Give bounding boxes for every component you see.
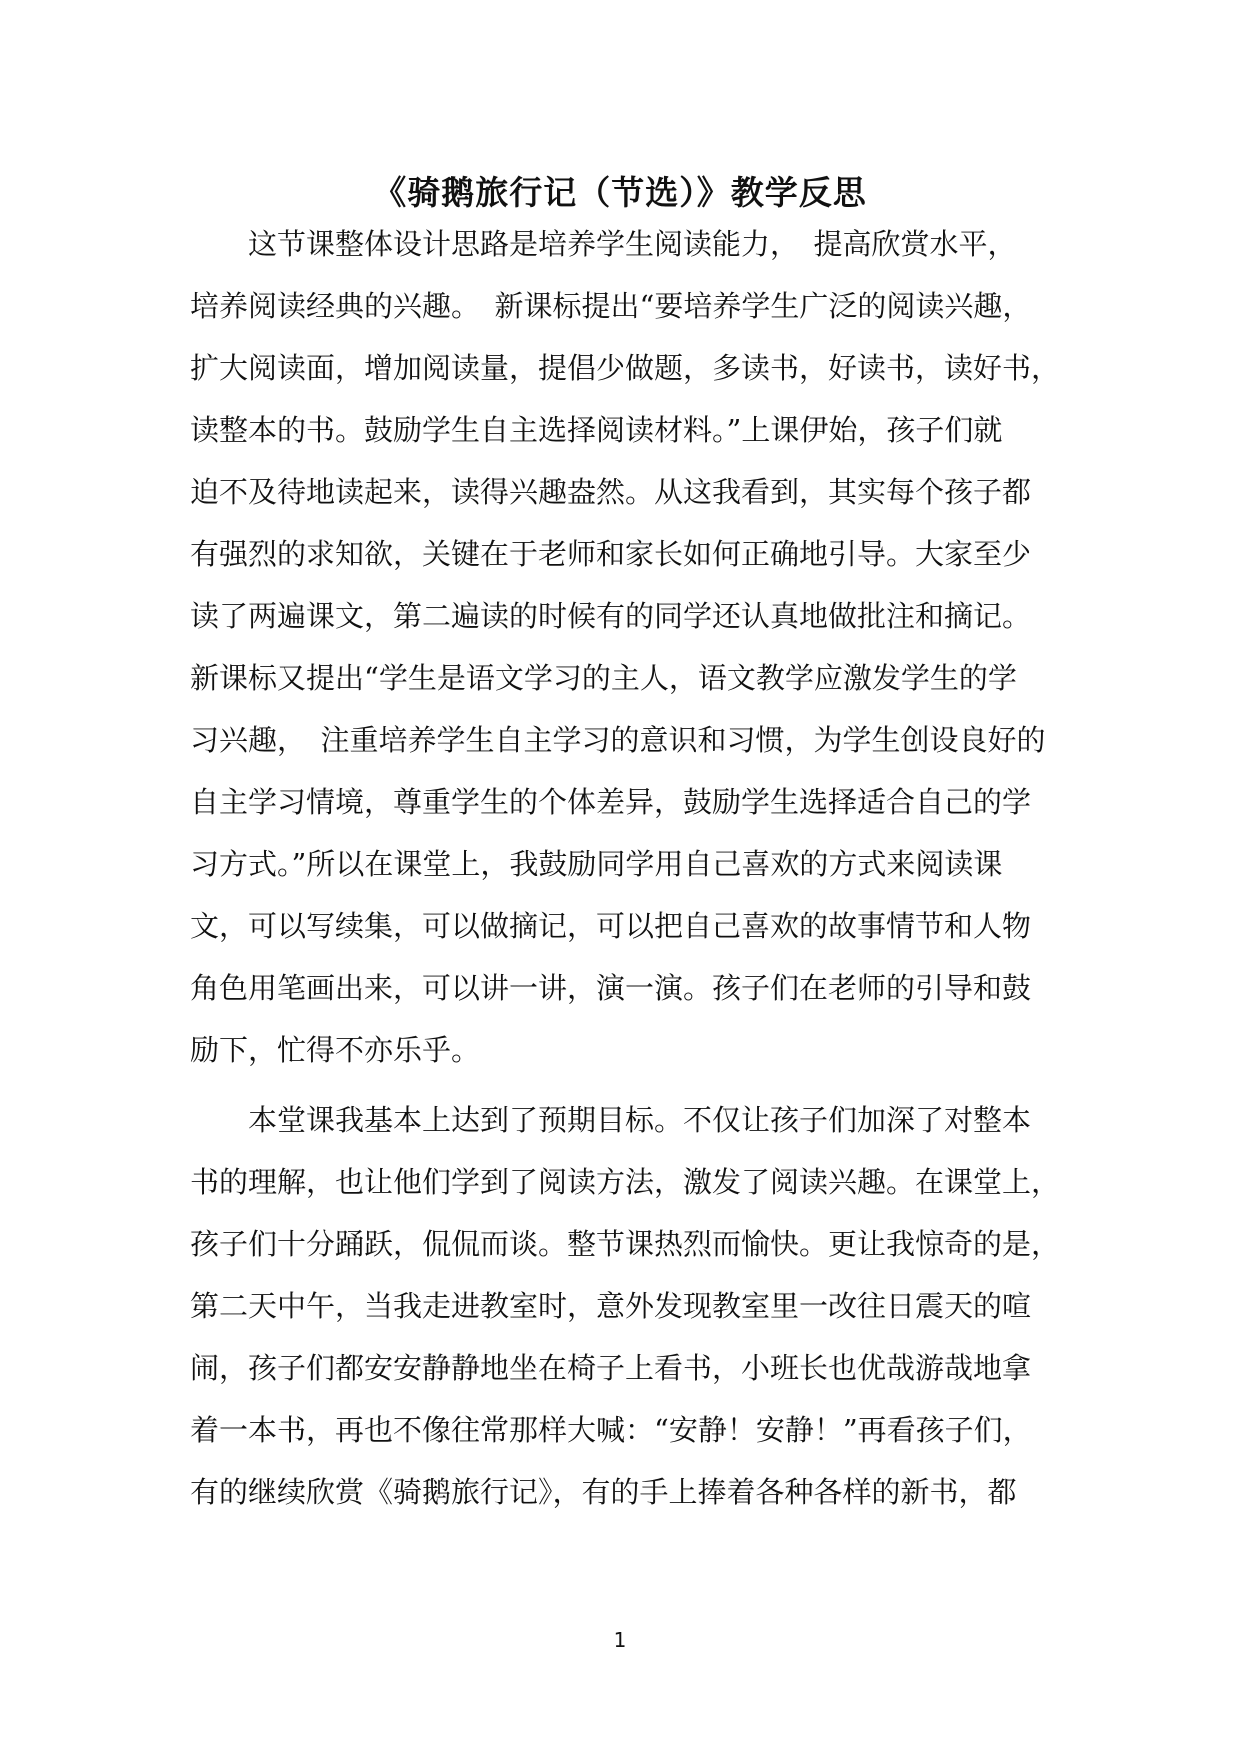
text-line: 习兴趣， 注重培养学生自主学习的意识和习惯，为学生创设良好的 xyxy=(190,723,1046,757)
text-line: 这节课整体设计思路是培养学生阅读能力， 提高欣赏水平， xyxy=(190,227,1017,261)
text-line: 有强烈的求知欲，关键在于老师和家长如何正确地引导。大家至少 xyxy=(190,537,1032,571)
text-line: 新课标又提出“学生是语文学习的主人，语文教学应激发学生的学 xyxy=(190,661,1017,695)
text-line: 着一本书，再也不像往常那样大喊：“安静！安静！”再看孩子们， xyxy=(190,1413,1032,1447)
text-line: 扩大阅读面，增加阅读量，提倡少做题，多读书，好读书，读好书， xyxy=(190,351,1061,385)
text-line: 孩子们十分踊跃，侃侃而谈。整节课热烈而愉快。更让我惊奇的是， xyxy=(190,1227,1061,1261)
document-title: 《骑鹅旅行记（节选）》教学反思 xyxy=(373,173,867,212)
text-line: 文，可以写续集，可以做摘记，可以把自己喜欢的故事情节和人物 xyxy=(190,909,1032,943)
text-line: 自主学习情境，尊重学生的个体差异，鼓励学生选择适合自己的学 xyxy=(190,785,1032,819)
text-line: 本堂课我基本上达到了预期目标。不仅让孩子们加深了对整本 xyxy=(190,1103,1032,1137)
text-line: 闹，孩子们都安安静静地坐在椅子上看书，小班长也优哉游哉地拿 xyxy=(190,1351,1032,1385)
text-line: 第二天中午，当我走进教室时，意外发现教室里一改往日震天的喧 xyxy=(190,1289,1032,1323)
text-line: 习方式。”所以在课堂上，我鼓励同学用自己喜欢的方式来阅读课 xyxy=(190,847,1003,881)
text-line: 培养阅读经典的兴趣。 新课标提出“要培养学生广泛的阅读兴趣， xyxy=(190,289,1032,323)
text-line: 有的继续欣赏《骑鹅旅行记》，有的手上捧着各种各样的新书，都 xyxy=(190,1475,1017,1509)
text-line: 读整本的书。鼓励学生自主选择阅读材料。”上课伊始，孩子们就 xyxy=(190,413,1003,447)
text-line: 迫不及待地读起来，读得兴趣盎然。从这我看到，其实每个孩子都 xyxy=(190,475,1032,509)
page-number: 1 xyxy=(613,1628,627,1652)
text-line: 书的理解，也让他们学到了阅读方法，激发了阅读兴趣。在课堂上， xyxy=(190,1165,1061,1199)
text-line: 励下，忙得不亦乐乎。 xyxy=(190,1033,481,1067)
text-line: 角色用笔画出来，可以讲一讲，演一演。孩子们在老师的引导和鼓 xyxy=(190,971,1032,1005)
text-line: 读了两遍课文，第二遍读的时候有的同学还认真地做批注和摘记。 xyxy=(190,599,1032,633)
